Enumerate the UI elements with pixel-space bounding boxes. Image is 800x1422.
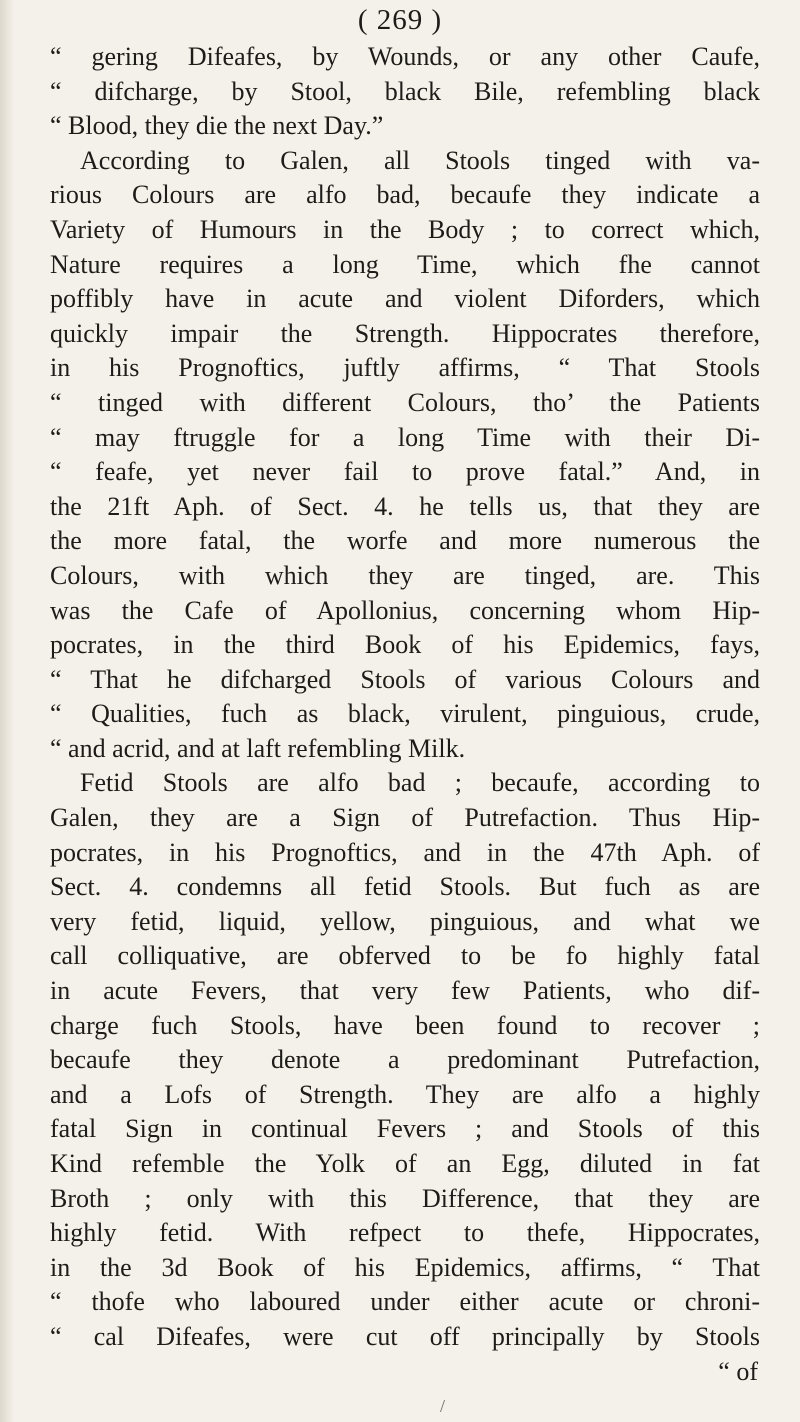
text-line: Galen, they are a Sign of Putrefaction. Thus Hip- [50, 803, 760, 833]
text-line: poffibly have in acute and violent Diforders, which [50, 284, 760, 314]
text-line: the more fatal, the worfe and more numerous the [50, 526, 760, 556]
text-line: rious Colours are alfo bad, becaufe they indicate a [50, 180, 760, 210]
text-line: Sect. 4. condemns all fetid Stools. But fuch as are [50, 872, 760, 902]
text-line: “ may ftruggle for a long Time with their Di- [50, 422, 760, 452]
gutter-shadow [0, 0, 14, 1422]
text-line: According to Galen, all Stools tinged with va- [80, 145, 760, 175]
text-line: “ Qualities, fuch as black, virulent, pinguious, crude, [50, 699, 760, 729]
text-line: “ That he difcharged Stools of various Colours and [50, 664, 760, 694]
text-line: Variety of Humours in the Body ; to correct which, [50, 214, 760, 244]
text-line: charge fuch Stools, have been found to recover ; [50, 1010, 760, 1040]
text-line: very fetid, liquid, yellow, pinguious, and what we [50, 906, 760, 936]
text-line: was the Cafe of Apollonius, concerning whom Hip- [50, 595, 760, 625]
text-line: “ cal Difeafes, were cut off principally by Stools [50, 1321, 760, 1351]
text-line: highly fetid. With refpect to thefe, Hippocrates, [50, 1218, 760, 1248]
text-line: quickly impair the Strength. Hippocrates therefore, [50, 318, 760, 348]
text-line: and a Lofs of Strength. They are alfo a highly [50, 1079, 760, 1109]
text-line: becaufe they denote a predominant Putrefaction, [50, 1045, 760, 1075]
text-line: “ feafe, yet never fail to prove fatal.” And, in [50, 457, 760, 487]
catchword: “ of [718, 1356, 758, 1386]
text-line: “ and acrid, and at laft refembling Milk. [50, 733, 466, 763]
text-line: the 21ft Aph. of Sect. 4. he tells us, that they are [50, 491, 760, 521]
body-text [50, 40, 760, 1389]
fold-mark: / [440, 1396, 446, 1416]
text-line: “ thofe who laboured under either acute or chroni- [50, 1287, 760, 1317]
text-line: call colliquative, are obferved to be fo highly fatal [50, 941, 760, 971]
text-line: in his Prognoftics, juftly affirms, “ That Stools [50, 353, 760, 383]
text-line: Broth ; only with this Difference, that they are [50, 1183, 760, 1213]
text-line: pocrates, in the third Book of his Epidemics, fays, [50, 630, 760, 660]
text-line: fatal Sign in continual Fevers ; and Stools of this [50, 1114, 760, 1144]
text-line: “ Blood, they die the next Day.” [50, 111, 384, 141]
text-line: “ gering Difeafes, by Wounds, or any other Caufe, [50, 42, 760, 71]
text-line: pocrates, in his Prognoftics, and in the 47th Aph. of [50, 837, 760, 867]
text-line: Nature requires a long Time, which fhe cannot [50, 249, 760, 279]
text-line: “ difcharge, by Stool, black Bile, refembling black [50, 76, 760, 106]
text-line: Colours, with which they are tinged, are. This [50, 560, 760, 590]
text-line: in acute Fevers, that very few Patients, who dif- [50, 976, 760, 1006]
text-line: Kind refemble the Yolk of an Egg, diluted in fat [50, 1149, 760, 1178]
text-line: Fetid Stools are alfo bad ; becaufe, according to [80, 768, 760, 798]
text-line: “ tinged with different Colours, tho’ the Patients [50, 387, 760, 417]
text-line: in the 3d Book of his Epidemics, affirms, “ That [50, 1252, 760, 1282]
page-number: ( 269 ) [357, 4, 443, 36]
